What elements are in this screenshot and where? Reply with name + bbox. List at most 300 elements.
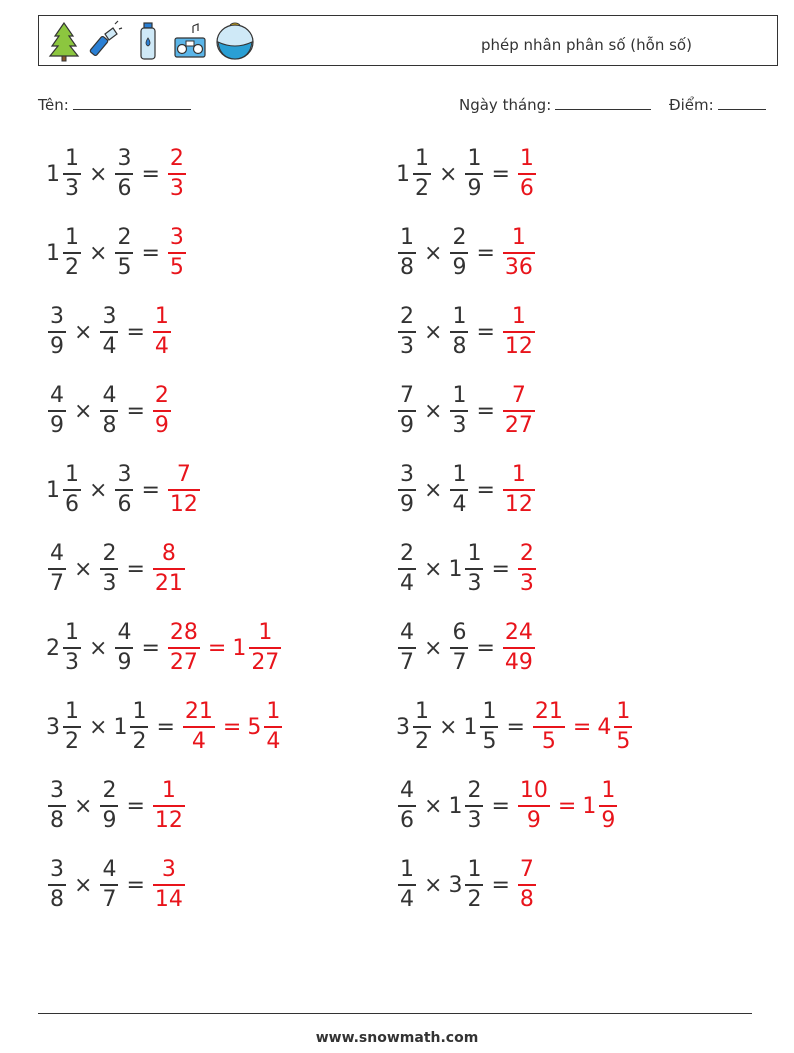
fraction — [398, 385, 416, 437]
fraction — [48, 859, 66, 911]
problem-item — [396, 618, 537, 678]
answer-value — [501, 385, 537, 437]
equals-sign: = — [572, 714, 592, 740]
denominator: 21 — [153, 568, 185, 595]
answer — [151, 385, 173, 437]
times-sign: × — [424, 635, 443, 661]
times-sign: × — [424, 872, 443, 898]
answer — [181, 701, 284, 753]
problem-item — [396, 381, 537, 441]
fraction — [465, 859, 483, 911]
second-operand — [113, 464, 135, 516]
numerator: 3 — [117, 146, 132, 171]
second-operand — [98, 859, 120, 911]
problem-item — [46, 460, 202, 520]
score-blank[interactable] — [718, 95, 766, 110]
answer — [166, 148, 188, 200]
numerator: 28 — [169, 620, 198, 645]
numerator: 4 — [102, 857, 117, 882]
first-operand — [46, 148, 83, 200]
header-box — [38, 15, 778, 66]
numerator: 2 — [400, 304, 414, 329]
answer — [151, 306, 173, 358]
problem-item — [46, 539, 187, 599]
answer — [501, 385, 537, 437]
whole-number: 3 — [46, 714, 60, 740]
answer-value — [531, 701, 567, 753]
whole-number: 1 — [448, 793, 463, 819]
fraction — [100, 306, 118, 358]
fraction — [503, 385, 535, 437]
numerator: 4 — [117, 620, 132, 645]
equals-sign: = — [141, 635, 160, 661]
denominator: 27 — [249, 647, 281, 674]
answer — [501, 622, 537, 674]
numerator: 2 — [117, 225, 132, 250]
problem-item — [396, 302, 537, 362]
fraction — [168, 622, 200, 674]
fraction — [100, 780, 118, 832]
denominator: 12 — [503, 331, 535, 358]
fraction — [168, 227, 186, 279]
fraction — [63, 464, 81, 516]
fraction — [503, 227, 535, 279]
numerator: 4 — [50, 383, 64, 408]
problem-item — [396, 223, 537, 283]
first-operand — [46, 701, 83, 753]
times-sign: × — [74, 793, 93, 819]
whole-number: 3 — [396, 714, 410, 740]
denominator: 5 — [533, 726, 565, 753]
denominator: 7 — [48, 568, 66, 595]
whole-number: 1 — [113, 714, 128, 740]
numerator: 8 — [161, 541, 176, 566]
numerator: 1 — [511, 304, 526, 329]
denominator: 9 — [465, 173, 483, 200]
answer-value — [501, 464, 537, 516]
denominator: 2 — [63, 726, 81, 753]
second-operand — [448, 543, 485, 595]
equals-sign: = — [126, 793, 145, 819]
denominator: 2 — [413, 726, 431, 753]
second-operand — [98, 306, 120, 358]
numerator: 4 — [400, 778, 414, 803]
fraction — [100, 859, 118, 911]
numerator: 1 — [452, 462, 467, 487]
answer-value — [516, 543, 538, 595]
fraction — [115, 622, 133, 674]
numerator: 1 — [266, 699, 281, 724]
fraction — [153, 543, 185, 595]
denominator: 9 — [48, 331, 66, 358]
numerator: 1 — [511, 225, 526, 250]
denominator: 9 — [518, 805, 550, 832]
numerator: 1 — [65, 146, 79, 171]
second-operand — [98, 780, 120, 832]
equals-sign: = — [491, 793, 510, 819]
first-operand — [46, 464, 83, 516]
radio-icon — [173, 20, 207, 62]
numerator: 1 — [161, 778, 176, 803]
fraction — [450, 227, 468, 279]
answer-value — [247, 701, 284, 753]
numerator: 1 — [452, 383, 467, 408]
numerator: 1 — [400, 225, 414, 250]
answer-value — [151, 859, 187, 911]
fraction — [398, 306, 416, 358]
fraction — [398, 464, 416, 516]
first-operand — [46, 859, 68, 911]
denominator: 9 — [398, 489, 416, 516]
numerator: 3 — [400, 462, 414, 487]
denominator: 9 — [599, 805, 617, 832]
date-field — [459, 95, 651, 114]
numerator: 2 — [400, 541, 414, 566]
answer — [516, 148, 538, 200]
denominator: 2 — [130, 726, 148, 753]
second-operand — [448, 227, 470, 279]
numerator: 2 — [519, 541, 534, 566]
equals-sign: = — [557, 793, 577, 819]
problem-item — [46, 302, 173, 362]
fraction — [63, 622, 81, 674]
problem-item — [396, 539, 538, 599]
numerator: 7 — [176, 462, 191, 487]
denominator: 4 — [450, 489, 468, 516]
denominator: 9 — [100, 805, 118, 832]
numerator: 1 — [415, 146, 429, 171]
denominator: 27 — [503, 410, 535, 437]
denominator: 7 — [450, 647, 468, 674]
denominator: 7 — [100, 884, 118, 911]
fraction — [450, 622, 468, 674]
fraction — [450, 385, 468, 437]
equals-sign: = — [126, 398, 145, 424]
fraction — [599, 780, 617, 832]
first-operand — [396, 780, 418, 832]
fraction — [63, 701, 81, 753]
denominator: 12 — [168, 489, 200, 516]
numerator: 1 — [132, 699, 147, 724]
equals-sign: = — [506, 714, 525, 740]
fraction — [450, 306, 468, 358]
times-sign: × — [89, 635, 108, 661]
first-operand — [396, 859, 418, 911]
whole-number: 5 — [247, 714, 262, 740]
fraction — [533, 701, 565, 753]
first-operand — [396, 622, 418, 674]
answer — [166, 464, 202, 516]
second-operand — [463, 148, 485, 200]
footer-divider — [38, 1013, 752, 1014]
problem-item — [396, 855, 538, 915]
first-operand — [396, 543, 418, 595]
numerator: 2 — [452, 225, 467, 250]
numerator: 1 — [65, 225, 79, 250]
fraction — [115, 227, 133, 279]
name-label: Tên: — [38, 96, 69, 114]
times-sign: × — [89, 714, 108, 740]
answer — [516, 543, 538, 595]
numerator: 6 — [452, 620, 467, 645]
second-operand — [448, 306, 470, 358]
equals-sign: = — [491, 161, 510, 187]
times-sign: × — [74, 319, 93, 345]
second-operand — [448, 464, 470, 516]
answer — [501, 306, 537, 358]
problem-item — [46, 144, 188, 204]
denominator: 8 — [100, 410, 118, 437]
first-operand — [396, 306, 418, 358]
second-operand — [448, 622, 470, 674]
denominator: 8 — [48, 805, 66, 832]
fraction — [115, 464, 133, 516]
fraction — [130, 701, 148, 753]
second-operand — [448, 385, 470, 437]
whole-number: 4 — [597, 714, 612, 740]
denominator: 3 — [398, 331, 416, 358]
fraction — [450, 464, 468, 516]
whole-number: 1 — [463, 714, 478, 740]
fraction — [264, 701, 282, 753]
first-operand — [46, 543, 68, 595]
answer-value — [582, 780, 619, 832]
numerator: 7 — [519, 857, 534, 882]
denominator: 14 — [153, 884, 185, 911]
denominator: 6 — [518, 173, 536, 200]
fraction — [183, 701, 215, 753]
fraction — [518, 148, 536, 200]
answer — [151, 859, 187, 911]
numerator: 3 — [169, 225, 184, 250]
answer-value — [151, 306, 173, 358]
fraction — [398, 227, 416, 279]
numerator: 1 — [65, 699, 79, 724]
fraction — [465, 780, 483, 832]
numerator: 1 — [616, 699, 631, 724]
flashlight-icon — [89, 20, 123, 62]
numerator: 1 — [482, 699, 497, 724]
footer-url: www.snowmath.com — [315, 1030, 479, 1046]
second-operand — [448, 780, 485, 832]
date-label: Ngày tháng: — [459, 96, 552, 114]
answer-value — [501, 227, 537, 279]
answer-value — [166, 622, 202, 674]
fraction — [153, 780, 185, 832]
second-operand — [448, 859, 485, 911]
times-sign: × — [424, 477, 443, 503]
numerator: 4 — [50, 541, 64, 566]
numerator: 3 — [50, 778, 64, 803]
numerator: 1 — [415, 699, 429, 724]
fraction — [398, 622, 416, 674]
fraction — [153, 859, 185, 911]
numerator: 2 — [154, 383, 169, 408]
answer-value — [166, 148, 188, 200]
numerator: 2 — [102, 541, 117, 566]
problem-item — [46, 776, 187, 836]
equals-sign: = — [491, 872, 510, 898]
fraction — [503, 306, 535, 358]
problem-item — [396, 144, 538, 204]
fraction — [398, 780, 416, 832]
date-blank[interactable] — [555, 95, 651, 110]
answer — [151, 780, 187, 832]
denominator: 2 — [413, 173, 431, 200]
denominator: 9 — [450, 252, 468, 279]
numerator: 4 — [400, 620, 414, 645]
equals-sign: = — [141, 240, 160, 266]
numerator: 3 — [117, 462, 132, 487]
equals-sign: = — [156, 714, 175, 740]
score-label: Điểm: — [669, 96, 714, 114]
answer-value — [516, 148, 538, 200]
problem-item — [396, 460, 537, 520]
numerator: 21 — [184, 699, 213, 724]
times-sign: × — [89, 477, 108, 503]
denominator: 6 — [115, 173, 133, 200]
numerator: 1 — [452, 304, 467, 329]
numerator: 2 — [467, 778, 482, 803]
times-sign: × — [439, 161, 458, 187]
times-sign: × — [74, 556, 93, 582]
second-operand — [113, 227, 135, 279]
fraction — [465, 148, 483, 200]
numerator: 1 — [467, 541, 482, 566]
numerator: 1 — [511, 462, 526, 487]
numerator: 1 — [154, 304, 169, 329]
water-bottle-icon — [131, 20, 165, 62]
whole-number: 1 — [396, 161, 410, 187]
denominator: 7 — [398, 647, 416, 674]
fraction — [614, 701, 632, 753]
first-operand — [46, 385, 68, 437]
times-sign: × — [424, 556, 443, 582]
problem-item — [46, 618, 283, 678]
fraction — [63, 148, 81, 200]
fraction — [115, 148, 133, 200]
denominator: 9 — [398, 410, 416, 437]
denominator: 4 — [398, 568, 416, 595]
numerator: 3 — [50, 304, 64, 329]
times-sign: × — [424, 398, 443, 424]
numerator: 3 — [161, 857, 176, 882]
answer-value — [501, 306, 537, 358]
second-operand — [463, 701, 500, 753]
equals-sign: = — [491, 556, 510, 582]
second-operand — [113, 701, 150, 753]
problem-item — [46, 223, 188, 283]
numerator: 4 — [102, 383, 117, 408]
numerator: 3 — [102, 304, 117, 329]
denominator: 8 — [518, 884, 536, 911]
score-field — [669, 95, 766, 114]
times-sign: × — [424, 793, 443, 819]
problem-item — [46, 855, 187, 915]
whole-number: 1 — [232, 635, 247, 661]
numerator: 3 — [50, 857, 64, 882]
first-operand — [396, 701, 433, 753]
answer-value — [516, 780, 552, 832]
numerator: 1 — [65, 620, 79, 645]
whole-number: 1 — [448, 556, 463, 582]
denominator: 3 — [450, 410, 468, 437]
denominator: 3 — [465, 805, 483, 832]
denominator: 2 — [465, 884, 483, 911]
times-sign: × — [439, 714, 458, 740]
fraction — [518, 543, 536, 595]
numerator: 7 — [511, 383, 526, 408]
numerator: 24 — [504, 620, 533, 645]
times-sign: × — [89, 161, 108, 187]
fraction — [398, 859, 416, 911]
denominator: 9 — [153, 410, 171, 437]
answer-value — [597, 701, 634, 753]
fraction — [100, 543, 118, 595]
fraction — [168, 148, 186, 200]
fraction — [398, 543, 416, 595]
answer-value — [166, 227, 188, 279]
denominator: 3 — [63, 173, 81, 200]
fraction — [503, 464, 535, 516]
first-operand — [396, 464, 418, 516]
numerator: 1 — [467, 146, 482, 171]
numerator: 1 — [519, 146, 534, 171]
answer-value — [166, 464, 202, 516]
answer — [531, 701, 634, 753]
times-sign: × — [74, 398, 93, 424]
fraction — [100, 385, 118, 437]
fraction — [518, 780, 550, 832]
whole-number: 2 — [46, 635, 60, 661]
equals-sign: = — [141, 477, 160, 503]
denominator: 36 — [503, 252, 535, 279]
numerator: 1 — [400, 857, 414, 882]
answer — [516, 859, 538, 911]
first-operand — [46, 227, 83, 279]
second-operand — [113, 148, 135, 200]
equals-sign: = — [126, 556, 145, 582]
whole-number: 1 — [46, 161, 60, 187]
fraction — [480, 701, 498, 753]
first-operand — [396, 148, 433, 200]
denominator: 12 — [153, 805, 185, 832]
problem-item — [396, 697, 634, 757]
second-operand — [113, 622, 135, 674]
equals-sign: = — [476, 477, 495, 503]
answer-value — [232, 622, 283, 674]
fraction — [48, 543, 66, 595]
equals-sign: = — [476, 319, 495, 345]
problem-item — [396, 776, 619, 836]
numerator: 2 — [102, 778, 117, 803]
denominator: 9 — [115, 647, 133, 674]
fraction — [48, 385, 66, 437]
first-operand — [46, 622, 83, 674]
first-operand — [396, 227, 418, 279]
whole-number: 3 — [448, 872, 463, 898]
denominator: 4 — [398, 884, 416, 911]
equals-sign: = — [126, 319, 145, 345]
denominator: 3 — [518, 568, 536, 595]
denominator: 3 — [100, 568, 118, 595]
equals-sign: = — [222, 714, 242, 740]
denominator: 3 — [465, 568, 483, 595]
times-sign: × — [89, 240, 108, 266]
name-blank[interactable] — [73, 95, 191, 110]
whole-number: 1 — [46, 240, 60, 266]
numerator: 1 — [467, 857, 482, 882]
